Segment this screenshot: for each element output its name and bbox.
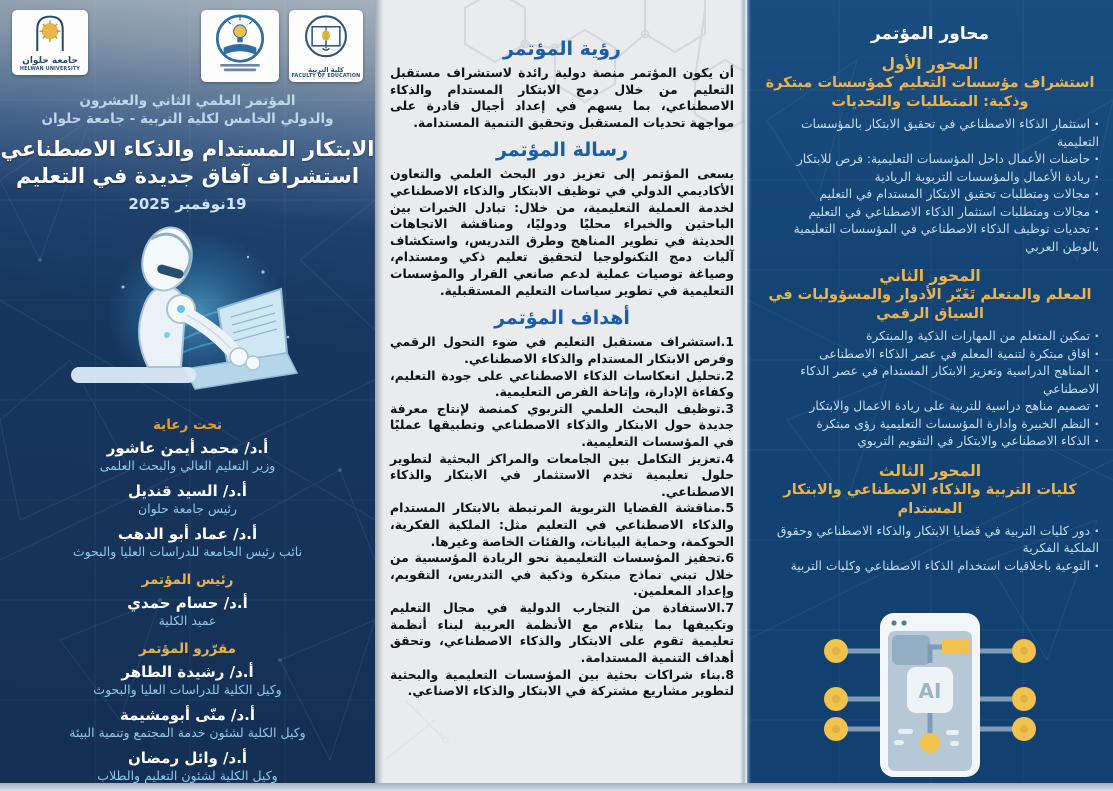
axis-bullet: · ريادة الأعمال والمؤسسات التربوية الريادية xyxy=(761,169,1099,186)
axis-1-bullets xyxy=(761,116,1099,256)
objective-item: 1.استشراف مستقبل التعليم في ضوء التحول الرقمي وفرص الابتكار المستدام والذكاء الاصطناعي. xyxy=(390,334,734,366)
patron-entry xyxy=(0,525,375,560)
robot-typing-icon xyxy=(63,217,313,405)
patron-entry xyxy=(0,482,375,517)
objectives-heading: أهداف المؤتمر xyxy=(494,307,630,330)
conference-series xyxy=(0,92,375,128)
series-line-1: المؤتمر العلمي الثاني والعشرون xyxy=(79,93,296,110)
patronage-heading: تحت رعاية xyxy=(152,417,223,434)
conference-title xyxy=(0,136,375,191)
mission-body: يسعى المؤتمر إلى تعزيز دور البحث العلمي والتعاون الأكاديمي الدولي في توظيف الابتكار والذكاء الاصطناعي لخدمة العملية التعليمية، من خلال: تبادل الخبرات بين الباحثين والخبراء محليًا ودوليًا، ومناقشة الاتجاهات الحديثة في تطوير المناهج وطرق التدريس، واستكشاف آليات دمج التكنولوجيا لتحقيق تعليم ذكي ومستدام، وصياغة توصيات عملية لدعم صانعي القرار والمؤسسات التعليمية في تطوير سياسات التعليم المستقبلية. xyxy=(390,166,734,298)
vision-heading: رؤية المؤتمر xyxy=(502,38,621,60)
faculty-logo-arabic: كلية التربية xyxy=(308,66,344,74)
rapporteur-role: وكيل الكلية للدراسات العليا والبحوث xyxy=(93,681,282,697)
axis-bullet: · الذكاء الاصطناعي والابتكار في التقويم التربوي xyxy=(761,433,1099,450)
objective-item: 3.توظيف البحث العلمي التربوي كمنصة لإنتاج معرفة جديدة حول الابتكار والذكاء الاصطناعي وتطبيقها عمليًا في المؤسسات التعليمية. xyxy=(390,400,734,449)
faculty-logo-english: FACULTY OF EDUCATION xyxy=(291,74,361,80)
axis-bullet: · تمكين المتعلم من المهارات الذكية والمبتكرة xyxy=(761,328,1099,345)
title-line-2: استشراف آفاق جديدة في التعليم xyxy=(15,163,360,188)
axis-3-subtitle: كليات التربية والذكاء الاصطناعي والابتكار المستدام xyxy=(783,481,1077,517)
conference-date: 19نوفمبر 2025 xyxy=(128,195,247,214)
helwan-logo-icon xyxy=(28,13,72,53)
objective-item: 6.تحفيز المؤسسات التعليمية نحو الريادة المؤسسية من خلال تبني نماذج مبتكرة وذكية في التدريس، التقويم، وإعداد المعلمين. xyxy=(390,550,734,599)
axis-2-subtitle: المعلم والمتعلم تَغَيّر الأدوار والمسؤوليات في السياق الرقمي xyxy=(768,287,1092,323)
objective-item: 8.بناء شراكات بحثية بين المؤسسات التعليمية والبحثية لتطوير مشاريع مشتركة في الابتكار والذكاء الاصناعي. xyxy=(390,666,734,699)
president-role: عميد الكلية xyxy=(158,612,217,628)
robot-illustration xyxy=(0,217,375,405)
axis-2-title: المحور الثاني xyxy=(879,267,981,286)
rapporteur-role: وكيل الكلية لشئون التعليم والطلاب xyxy=(97,767,278,783)
rapporteurs-heading: مقرّرو المؤتمر xyxy=(138,641,237,658)
left-panel xyxy=(0,0,375,783)
logos-row xyxy=(0,0,375,82)
rapporteur-name: أ.د/ وائل رمضان xyxy=(127,749,248,768)
rapporteur-name: أ.د/ منّى أبومشيمة xyxy=(119,706,256,725)
patron-name: أ.د/ عماد أبو الدهب xyxy=(117,525,258,544)
patron-name: أ.د/ محمد أيمن عاشور xyxy=(106,439,269,458)
axis-bullet: · حاضنات الأعمال داخل المؤسسات التعليمية: فرص للابتكار xyxy=(761,151,1099,168)
patron-role: وزير التعليم العالي والبحث العلمى xyxy=(99,457,276,473)
conference-emblem-logo xyxy=(201,10,279,82)
axis-1-title: المحور الأول xyxy=(881,55,979,73)
axis-2-bullets xyxy=(761,328,1099,450)
axis-bullet: · النظم الخبيرة وادارة المؤسسات التعليمية رؤى مبتكرة xyxy=(761,416,1099,433)
axis-3-title: المحور الثالث xyxy=(878,461,982,480)
axis-bullet: · تحديات توظيف الذكاء الاصطناعي في المؤسسات التعليمية بالوطن العربي xyxy=(761,221,1099,256)
president-name: أ.د/ حسام حمدي xyxy=(127,594,248,613)
ai-chip-label: AI xyxy=(918,679,942,703)
faculty-logo-icon xyxy=(300,13,352,63)
patron-role: نائب رئيس الجامعة للدراسات العليا والبحوث xyxy=(72,543,303,559)
series-line-2: والدولي الخامس لكلية التربية - جامعة حلوان xyxy=(41,111,334,128)
objective-item: 2.تحليل انعكاسات الذكاء الاصطناعي على جودة التعليم، وكفاءة الإدارة، وإتاحة الفرص التعليمية. xyxy=(390,367,734,400)
vision-body: أن يكون المؤتمر منصة دولية رائدة لاستشراف مستقبل التعليم من خلال دمج الابتكار المستدام والذكاء الاصطناعي، بما يسهم في إعداد أجيال قادرة على مواجهة تحديات المستقبل وتحقيق التنمية المستدامة. xyxy=(390,65,734,130)
axis-bullet: · مجالات ومتطلبات تحقيق الابتكار المستدام في التعليم xyxy=(761,186,1099,203)
table-surface xyxy=(0,783,1113,791)
objective-item: 7.الاستفادة من التجارب الدولية في مجال التعليم وتكييفها بما يتلاءم مع الأنظمة العربية لبناء أنظمة تعليمية تقوم على الابتكار والذكاء الاصطناعي، وتحقق أهداف التنمية المستدامة. xyxy=(390,600,734,665)
faculty-of-education-logo xyxy=(289,10,363,82)
helwan-university-logo xyxy=(12,10,88,75)
axis-bullet: · تصميم مناهج دراسية للتربية على ريادة الاعمال والابتكار xyxy=(761,398,1099,415)
patron-name: أ.د/ السيد قنديل xyxy=(128,482,247,501)
rapporteur-role: وكيل الكلية لشئون خدمة المجتمع وتنمية البيئة xyxy=(69,724,306,740)
middle-panel xyxy=(375,0,747,783)
axis-bullet: · دور كليات التربية في قضايا الابتكار والذكاء الاصطناعي وحقوق الملكية الفكرية xyxy=(761,523,1099,558)
axis-bullet: · مجالات ومتطلبات استثمار الذكاء الاصطناعي في التعليم xyxy=(761,204,1099,221)
rapporteur-entry xyxy=(0,663,375,698)
mission-heading: رسالة المؤتمر xyxy=(495,139,629,162)
axis-bullet: · استثمار الذكاء الاصطناعي في تحقيق الابتكار بالمؤسسات التعليمية xyxy=(761,116,1099,151)
rapporteur-entry xyxy=(0,749,375,783)
ai-phone-illustration xyxy=(812,611,1048,783)
axis-3-bullets xyxy=(761,523,1099,575)
president-entry xyxy=(0,594,375,629)
right-panel xyxy=(747,0,1113,783)
ai-chip-phone-icon xyxy=(812,611,1048,779)
axis-bullet: · التوعية باخلاقيات استخدام الذكاء الاصطناعي وكليات التربية xyxy=(761,558,1099,575)
title-line-1: الابتكار المستدام والذكاء الاصطناعي xyxy=(0,136,375,161)
rapporteur-entry xyxy=(0,706,375,741)
rapporteur-name: أ.د/ رشيدة الطاهر xyxy=(121,663,254,682)
axes-heading: محاور المؤتمر xyxy=(870,24,990,44)
conference-logo-icon xyxy=(211,13,269,75)
axis-bullet: · افاق مبتكرة لتنمية المعلم في عصر الذكاء الاصطناعى xyxy=(761,346,1099,363)
patron-role: رئيس جامعة حلوان xyxy=(137,500,238,516)
president-heading: رئيس المؤتمر xyxy=(141,572,234,589)
objective-item: 4.تعزيز التكامل بين الجامعات والمراكز البحثية لتطوير حلول تعليمية تخدم الاستثمار في الابتكار والذكاء الاصطناعي. xyxy=(390,450,734,499)
axis-1-subtitle: استشراف مؤسسات التعليم كمؤسسات مبتكرة وذكية: المتطلبات والتحديات xyxy=(765,75,1095,111)
patron-entry xyxy=(0,439,375,474)
objective-item: 5.مناقشة القضايا التربوية المرتبطة بالابتكار المستدام والذكاء الاصطناعي في التعليم مثل: الملكية الفكرية، الحوكمة، وحماية البيانات، والفئات الخاصة وغيرها. xyxy=(390,500,734,549)
axis-bullet: · المناهج الدراسية وتعزيز الابتكار المستدام في عصر الذكاء الاصطناعي xyxy=(761,363,1099,398)
helwan-logo-arabic: جامعة حلوان xyxy=(22,56,78,66)
helwan-logo-english: HELWAN UNIVERSITY xyxy=(19,66,81,72)
